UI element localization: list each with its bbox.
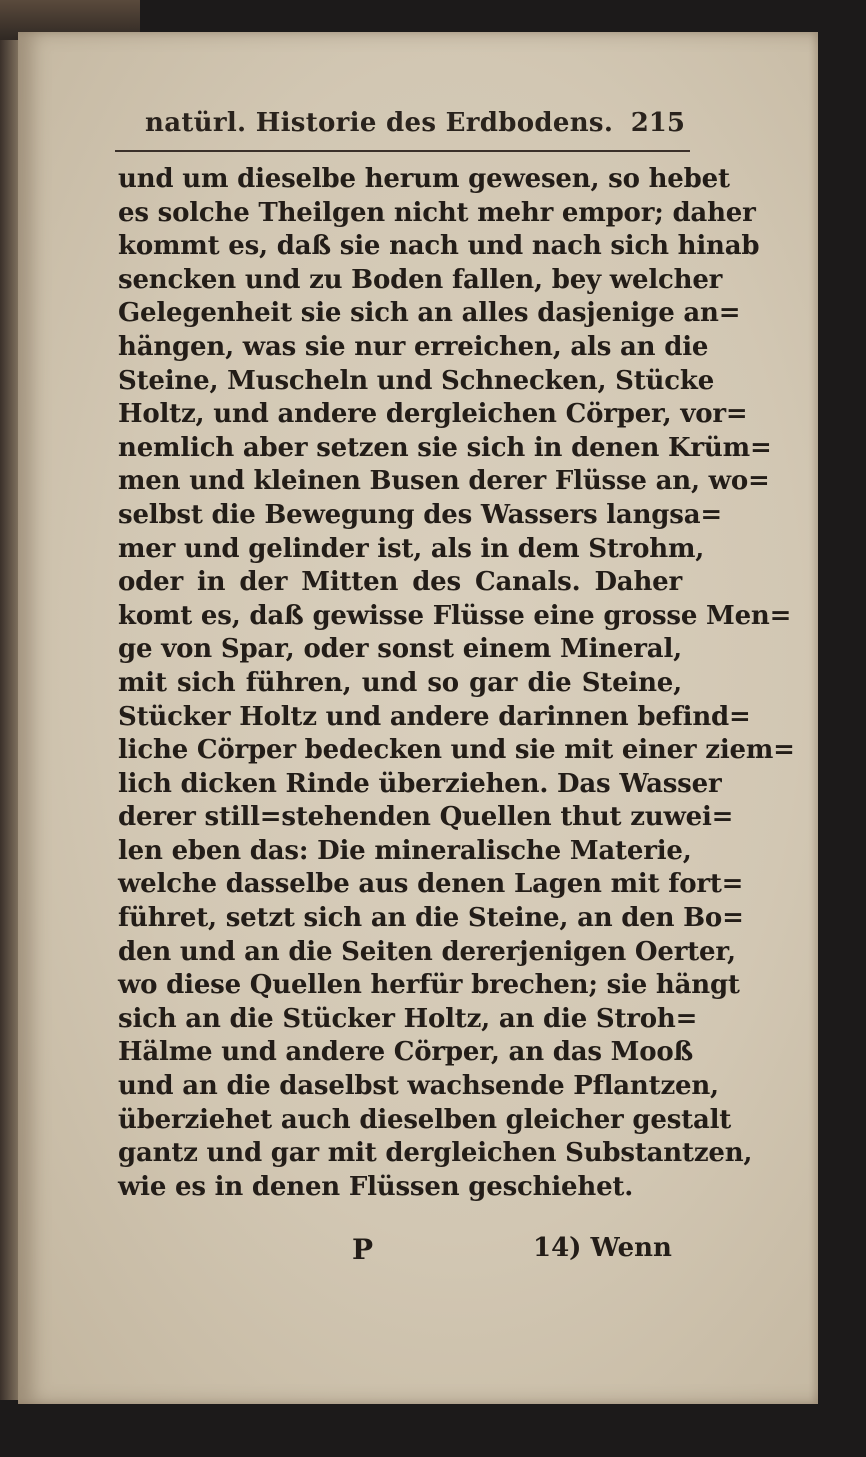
text-line: Stücker Holtz und andere darinnen befind=: [118, 701, 751, 732]
text-line: mit sich führen, und so gar die Steine,: [118, 667, 682, 698]
text-line: ge von Spar, oder sonst einem Mineral,: [118, 634, 682, 665]
text-line: lich dicken Rinde überziehen. Das Wasser: [118, 768, 722, 799]
text-line: Gelegenheit sie sich an alles dasjenige an=: [118, 298, 741, 329]
text-line: führet, setzt sich an die Steine, an den Bo=: [118, 903, 744, 934]
text-line: Hälme und andere Cörper, an das Mooß: [118, 1037, 694, 1068]
text-line: sencken und zu Boden fallen, bey welcher: [118, 264, 723, 295]
page-number: 215: [630, 108, 685, 138]
text-line: welche dasselbe aus denen Lagen mit fort=: [118, 869, 744, 900]
text-line: Holtz, und andere dergleichen Cörper, vor=: [118, 399, 748, 430]
text-line: und um dieselbe herum gewesen, so hebet: [118, 164, 730, 194]
signature-mark: P: [352, 1233, 374, 1266]
text-line: den und an die Seiten dererjenigen Oerter,: [118, 936, 736, 967]
text-line: und an die daselbst wachsende Pflantzen,: [118, 1071, 719, 1102]
text-line: len eben das: Die mineralische Materie,: [118, 835, 692, 866]
text-line: liche Cörper bedecken und sie mit einer ziem=: [118, 735, 795, 766]
text-line: nemlich aber setzen sie sich in denen Krüm=: [118, 432, 772, 463]
running-title: natürl. Historie des Erdbodens.: [145, 108, 614, 138]
text-line: gantz und gar mit dergleichen Substantzen,: [118, 1138, 753, 1169]
text-line: mer und gelinder ist, als in dem Strohm,: [118, 533, 705, 564]
body-text: [118, 163, 795, 1204]
catchword: 14) Wenn: [533, 1233, 672, 1263]
text-line: sich an die Stücker Holtz, an die Stroh=: [118, 1003, 698, 1034]
page-header: [145, 108, 685, 142]
text-line: überziehet auch dieselben gleicher gestalt: [118, 1104, 732, 1135]
text-line: selbst die Bewegung des Wassers langsa=: [118, 499, 722, 530]
text-line: komt es, daß gewisse Flüsse eine grosse Men=: [118, 600, 792, 631]
header-rule: [115, 150, 690, 152]
text-line: wie es in denen Flüssen geschiehet.: [118, 1171, 634, 1202]
text-line: derer still=stehenden Quellen thut zuwei=: [118, 802, 734, 833]
text-line: oder in der Mitten des Canals. Daher: [118, 567, 682, 598]
text-line: wo diese Quellen herfür brechen; sie hängt: [118, 970, 740, 1001]
text-line: men und kleinen Busen derer Flüsse an, wo=: [118, 466, 770, 497]
text-line: hängen, was sie nur erreichen, als an die: [118, 331, 709, 362]
text-line: Steine, Muscheln und Schnecken, Stücke: [118, 365, 715, 396]
text-line: kommt es, daß sie nach und nach sich hinab: [118, 231, 760, 262]
text-line: es solche Theilgen nicht mehr empor; daher: [118, 197, 756, 228]
